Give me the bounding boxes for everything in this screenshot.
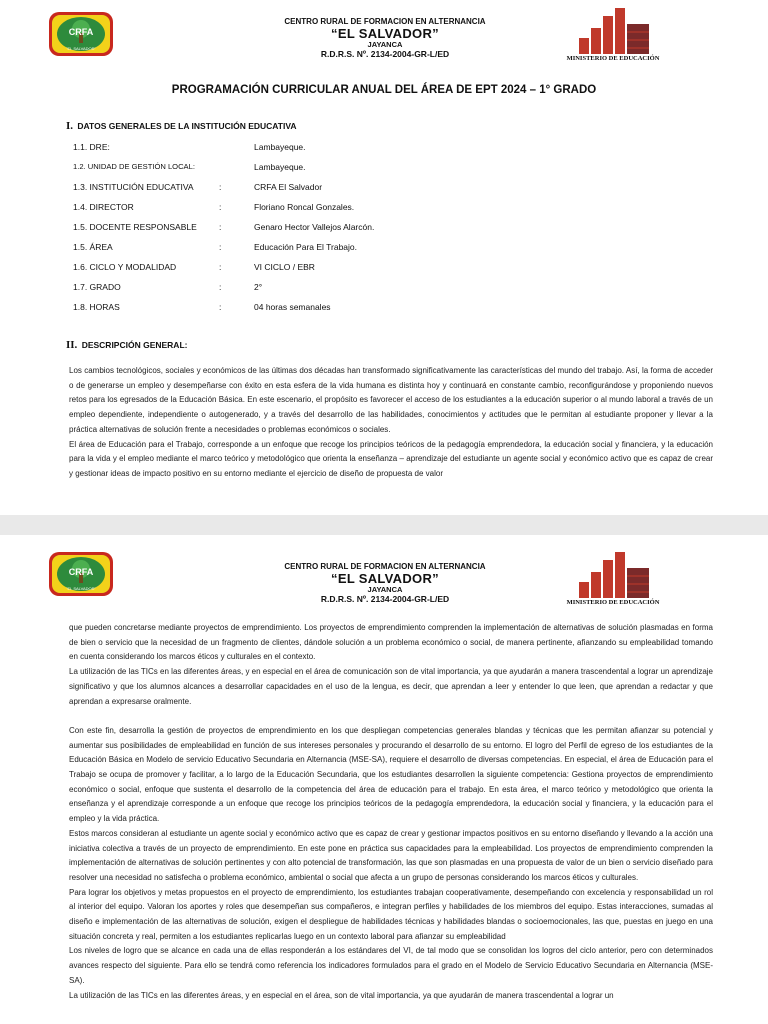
crfa-logo-text: CRFA (68, 567, 94, 577)
ministry-name: MINISTERIO DE EDUCACIÓN (566, 55, 660, 62)
crfa-logo (48, 551, 114, 597)
paragraph: Estos marcos consideran al estudiante un agente social y económico activo que es capaz de crear y gestionar impactos positivos en su entorno diseñando y llevando a la acción una iniciativa colectiva a través de un proyecto de emprendimiento. En este pone en práctica sus capacidades para la empleabilidad. Los proyectos de emprendimiento comprenden la implementación de alternativas de solución pertinentes y con alto potencial de transformación, las que son plasmadas en una propuesta de valor de un bien o servicio diseñado para resolver una necesidad no satisfecha o problema económico, ambiental o social que afecta a un grupo de personas considerando los marcos éticos y culturales. (69, 828, 713, 882)
paragraph: El área de Educación para el Trabajo, corresponde a un enfoque que recoge los principios teóricos de la pedagogía emprendedora, la educación social y financiera, y la educación para la vida y el empleo mediante el marco teórico y metodológico que orienta la enseñanza – aprendizaje del estudiante un agente social y económico activo que es capaz de crear y gestionar ideas de impacto positivo en su entorno mediante el ejercicio de diseño de propuesta de valor (69, 439, 713, 478)
header-town: JAYANCA (367, 40, 403, 49)
general-data-label: 1.3. INSTITUCIÓN EDUCATIVA (73, 182, 194, 192)
general-data-colon: : (219, 242, 222, 252)
general-data-value: Genaro Hector Vallejos Alarcón. (254, 222, 375, 232)
general-data-label: 1.4. DIRECTOR (73, 202, 134, 212)
general-data-label: 1.5. DOCENTE RESPONSABLE (73, 222, 197, 232)
ministry-bars-icon (573, 6, 653, 54)
general-data-value: VI CICLO / EBR (254, 262, 315, 272)
general-data-colon: : (219, 182, 222, 192)
header-line-1: CENTRO RURAL DE FORMACION EN ALTERNANCIA (284, 17, 486, 26)
general-data-value: CRFA El Salvador (254, 182, 323, 192)
general-data-colon: : (219, 202, 222, 212)
description-body-page-2 (69, 621, 713, 1003)
general-data-label: 1.8. HORAS (73, 302, 120, 312)
section-2-title: DESCRIPCIÓN GENERAL: (81, 340, 188, 350)
section-1-number: I. (66, 120, 74, 132)
general-data-value: 2° (254, 282, 263, 292)
ministry-bars-icon (573, 550, 653, 598)
paragraph: La utilización de las TICs en las diferentes áreas, y en especial en el área de comunicación son de vital importancia, ya que ayudarán a manera trascendental a lograr un aprendizaje significativo y que los alumnos alcances a desarrollar capacidades en el uso de la lengua, es decir, que aprendan a leer y entender lo que leen, que aprendan a redactar y que aprendan a expresarse oralmente. (69, 667, 713, 706)
paragraph: Para lograr los objetivos y metas propuestos en el proyecto de emprendimiento, los estudiantes trabajan cooperativamente, desempeñando con excelencia y responsabilidad un rol al interior del equipo. Valoran los aportes y roles que desempeñan sus compañeros, e integran perfiles y habilidades de los miembros del equipo. Estas interacciones, sumadas al diseño e implementación de las alternativas de solución, exigen el despliegue de habilidades técnicas y habilidades blandas o socioemocionales, las que, puestas en juego en una situación concreta y real, permiten a los estudiantes replicarlas luego en un contexto laboral para afianzar su empleabilidad (69, 887, 713, 941)
school-header (250, 17, 520, 60)
general-data-label: 1.6. CICLO Y MODALIDAD (73, 262, 177, 272)
page-separator (0, 515, 768, 535)
general-data-colon: : (219, 302, 222, 312)
crfa-logo-caption: "EL SALVADOR" (66, 586, 96, 591)
general-data-value: Floriano Roncal Gonzales. (254, 202, 355, 212)
general-data-colon: : (219, 262, 222, 272)
crfa-logo-caption: "EL SALVADOR" (66, 46, 96, 51)
header-resolution: R.D.R.S. Nº. 2134-2004-GR-L/ED (320, 49, 450, 59)
school-header (250, 562, 520, 605)
general-data-label: 1.7. GRADO (73, 282, 121, 292)
section-2-heading (66, 339, 187, 351)
section-2-number: II. (66, 339, 78, 351)
header-town: JAYANCA (367, 585, 403, 594)
paragraph: La utilización de las TICs en las diferentes áreas, y en especial en el área, son de vital importancia, ya que ayudarán de manera trascendental a lograr un (69, 990, 614, 1000)
general-data-colon: : (219, 222, 222, 232)
header-line-1: CENTRO RURAL DE FORMACION EN ALTERNANCIA (284, 562, 486, 571)
crfa-logo (48, 11, 114, 57)
paragraph: Los cambios tecnológicos, sociales y económicos de las últimas dos décadas han transformado significativamente las características del mundo del trabajo. Así, la forma de acceder o de generarse un empleo y desempeñarse con éxito en esta esfera de la vida humana es distinta hoy y continuará en constante cambio, reconfigurándose y proponiendo nuevos retos para los egresados de la Educación Básica. En este escenario, el propósito es favorecer el acceso de los estudiantes a la educación superior o al mundo laboral a través de un empleo dependiente, independiente o autogenerado, y a través del desarrollo de las habilidades, conocimientos y actitudes que le permitan al estudiante proponer y llevar a la práctica alternativas de solución frente a necesidades o problemas económicos o sociales. (69, 366, 713, 434)
description-body-page-1 (69, 364, 713, 482)
document-page-2 (0, 535, 768, 1024)
paragraph: Los niveles de logro que se alcance en cada una de ellas responderán a los estándares del VI, de tal modo que se consolidan los logros del ciclo anterior, pero con determinados avances respecto del siguiente. Para ello se tendrá como referencia los indicadores formulados para el grado en el Modelo de Servicio Educativo Secundaria en Alternancia (MSE-SA). (69, 946, 713, 985)
general-data-label: 1.5. ÁREA (73, 242, 113, 252)
section-1-heading (66, 120, 297, 132)
header-school-name: “EL SALVADOR” (331, 26, 439, 41)
header-school-name: “EL SALVADOR” (331, 571, 439, 586)
paragraph: que pueden concretarse mediante proyectos de emprendimiento. Los proyectos de emprendimiento comprenden la implementación de alternativas de solución plasmadas en forma de bien o servicio que la necesidad de un fragmento de clientes, dándole solución a un problema económico o social, de manera pertinente, afianzando su empleabilidad tomando en cuenta considerando los marcos éticos y culturales en el contexto. (69, 623, 713, 662)
ministry-name: MINISTERIO DE EDUCACIÓN (566, 599, 660, 606)
header-resolution: R.D.R.S. Nº. 2134-2004-GR-L/ED (320, 594, 450, 604)
crfa-logo-text: CRFA (68, 27, 94, 37)
ministry-logo (563, 550, 663, 610)
paragraph: Con este fin, desarrolla la gestión de proyectos de emprendimiento en los que despliegan competencias generales blandas y técnicas que les permitan afianzar su potencial y aumentar sus posibilidades de empleabilidad en función de sus intereses personales y procurando el desarrollo de su entorno. El logro del Perfil de egreso de los estudiantes de la Educación Básica en Modelo de servicio Educativo Secundaria en Alternancia (MSE-SA), requiere el desarrollo de diversas competencias. En especial, el área de Educación para el Trabajo se ocupa de promover y facilitar, a lo largo de la Educación Secundaria, que los estudiantes desarrollen la siguiente competencia: Gestiona proyectos de emprendimiento económico o social, enfoque que sustenta el desarrollo de la competencia del área de educación para el trabajo. En esta área, el marco teórico y metodológico que orienta la enseñanza y el aprendizaje corresponde a un enfoque que recoge los principios teóricos de la pedagogía emprendedora, la educación social y financiera, y la educación para el empleo y la vida práctica. (69, 725, 713, 824)
general-data-label: 1.1. DRE: (73, 142, 110, 152)
general-data-value: Lambayeque. (254, 142, 306, 152)
document-title: PROGRAMACIÓN CURRICULAR ANUAL DEL ÁREA DE EPT 2024 – 1° GRADO (171, 84, 597, 96)
general-data-colon: : (219, 282, 222, 292)
general-data-value: 04 horas semanales (254, 302, 331, 312)
general-data-value: Educación Para El Trabajo. (254, 242, 358, 252)
general-data-label: 1.2. UNIDAD DE GESTIÓN LOCAL: (73, 162, 195, 171)
ministry-logo (563, 6, 663, 66)
section-1-title: DATOS GENERALES DE LA INSTITUCIÓN EDUCATIVA (77, 121, 297, 131)
general-data-value: Lambayeque. (254, 162, 306, 172)
